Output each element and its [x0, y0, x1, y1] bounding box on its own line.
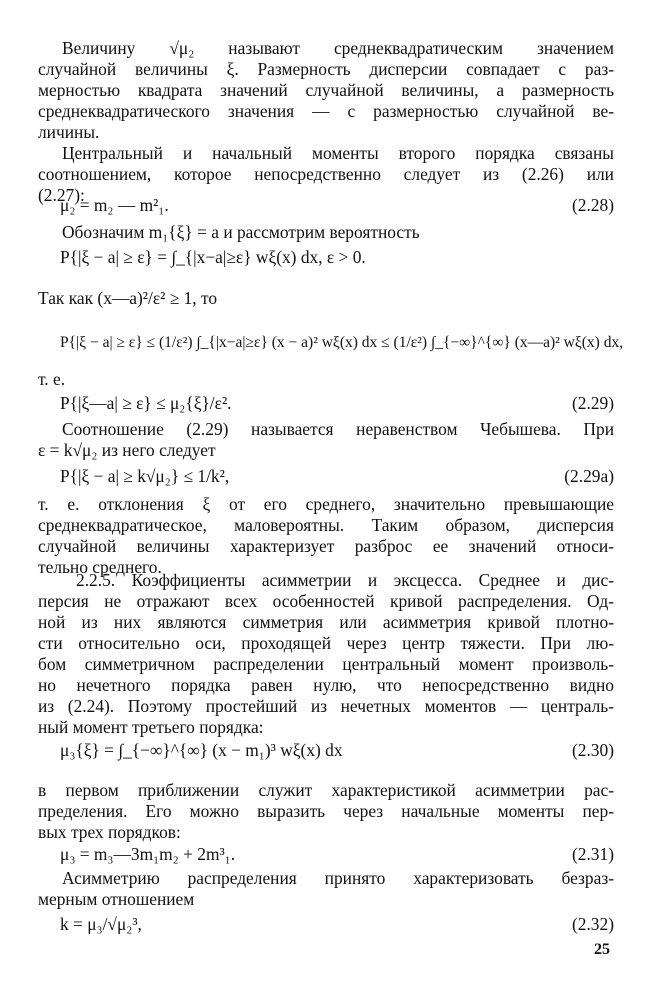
equation-formula: P{|ξ − a| ≥ k√μ₂} ≤ 1/k², — [60, 466, 230, 486]
text-line: случайной величины ξ. Размерность дисперсии совпадает с раз- — [38, 59, 614, 79]
text-line: мерным отношением — [38, 889, 195, 909]
text-line: (2.27): — [38, 185, 85, 205]
text-line: т. е. отклонения ξ от его среднего, значительно превышающие — [38, 494, 614, 514]
equation-formula: P{|ξ—a| ≥ ε} ≤ μ₂{ξ}/ε². — [60, 393, 232, 413]
text-line: Величину √μ₂ называют среднеквадратическим значением — [62, 38, 614, 58]
text-line: сти относительно оси, проходящей через центр тяжести. При лю- — [38, 633, 614, 653]
equation-2-29 — [60, 391, 614, 415]
equation-2-30 — [60, 738, 614, 762]
text-line: соотношением, которое непосредственно следует из (2.26) или — [38, 164, 614, 184]
equation-number: (2.29a) — [564, 466, 614, 486]
equation-formula: μ₂ = m₂ — m²₁. — [60, 195, 169, 215]
text-line: среднеквадратического значения — с размерностью случайной ве- — [38, 101, 614, 121]
text-line: Асимметрию распределения принято характеризовать безраз- — [62, 868, 614, 888]
equation-2-28 — [60, 193, 614, 217]
text-line: среднеквадратическое, маловероятны. Таким образом, дисперсия — [38, 515, 614, 535]
text-line: Центральный и начальный моменты второго порядка связаны — [62, 143, 614, 163]
text-line: ный момент третьего порядка: — [38, 717, 264, 737]
text-line: из (2.24). Поэтому простейший из нечетных моментов — централь- — [38, 696, 614, 716]
text-line: случайной величины характеризует разброс ее значений относи- — [38, 536, 614, 556]
text-line: Так как (x—a)²/ε² ≥ 1, то — [38, 288, 218, 308]
equation-formula: μ₃ = m₃—3m₁m₂ + 2m³₁. — [60, 844, 236, 864]
equation-number: (2.28) — [571, 195, 614, 215]
equation-formula: P{|ξ − a| ≥ ε} ≤ (1/ε²) ∫_{|x−a|≥ε} (x − a)² wξ(x) dx ≤ (1/ε²) ∫_{−∞}^{∞} (x—a)² wξ(x) dx, — [60, 334, 624, 351]
text-line: личины. — [38, 122, 100, 142]
equation-probability — [60, 245, 614, 269]
page-number: 25 — [594, 941, 610, 958]
text-line: пределения. Его можно выразить через начальные моменты пер- — [38, 801, 614, 821]
equation-number: (2.31) — [571, 844, 614, 864]
equation-formula: μ₃{ξ} = ∫_{−∞}^{∞} (x − m₁)³ wξ(x) dx — [60, 740, 343, 760]
text-line: в первом приближении служит характеристикой асимметрии рас- — [38, 780, 614, 800]
text-line: бом симметричном распределении центральный момент произволь- — [38, 654, 614, 674]
text-line: тельно среднего. — [38, 557, 162, 577]
equation-formula: P{|ξ − a| ≥ ε} = ∫_{|x−a|≥ε} wξ(x) dx, ε > 0. — [60, 247, 366, 267]
text-line: Соотношение (2.29) называется неравенством Чебышева. При — [62, 419, 614, 439]
text-line: персия не отражают всех особенностей кривой распределения. Од- — [38, 591, 614, 611]
text-line: вых трех порядков: — [38, 822, 181, 842]
text-line: ε = k√μ₂ из него следует — [38, 440, 216, 460]
equation-chebyshev-derivation — [60, 331, 624, 355]
text-line: Обозначим m₁{ξ} = a и рассмотрим вероятность — [62, 222, 420, 242]
text-line: т. е. — [38, 369, 66, 389]
equation-formula: k = μ₃/√μ₂³, — [60, 914, 142, 934]
text-line: мерностью квадрата значений случайной величины, а размерность — [38, 80, 614, 100]
text-line: но нечетного порядка равен нулю, что непосредственно видно — [38, 675, 614, 695]
section-heading-line: 2.2.5. Коэффициенты асимметрии и эксцесса. Среднее и дис- — [76, 570, 614, 590]
equation-2-31 — [60, 842, 614, 866]
equation-number: (2.29) — [571, 393, 614, 413]
equation-2-32 — [60, 912, 614, 936]
equation-number: (2.32) — [571, 914, 614, 934]
equation-2-29a — [60, 464, 614, 488]
text-line: ной из них являются симметрия или асимметрия кривой плотно- — [38, 612, 614, 632]
equation-number: (2.30) — [571, 740, 614, 760]
